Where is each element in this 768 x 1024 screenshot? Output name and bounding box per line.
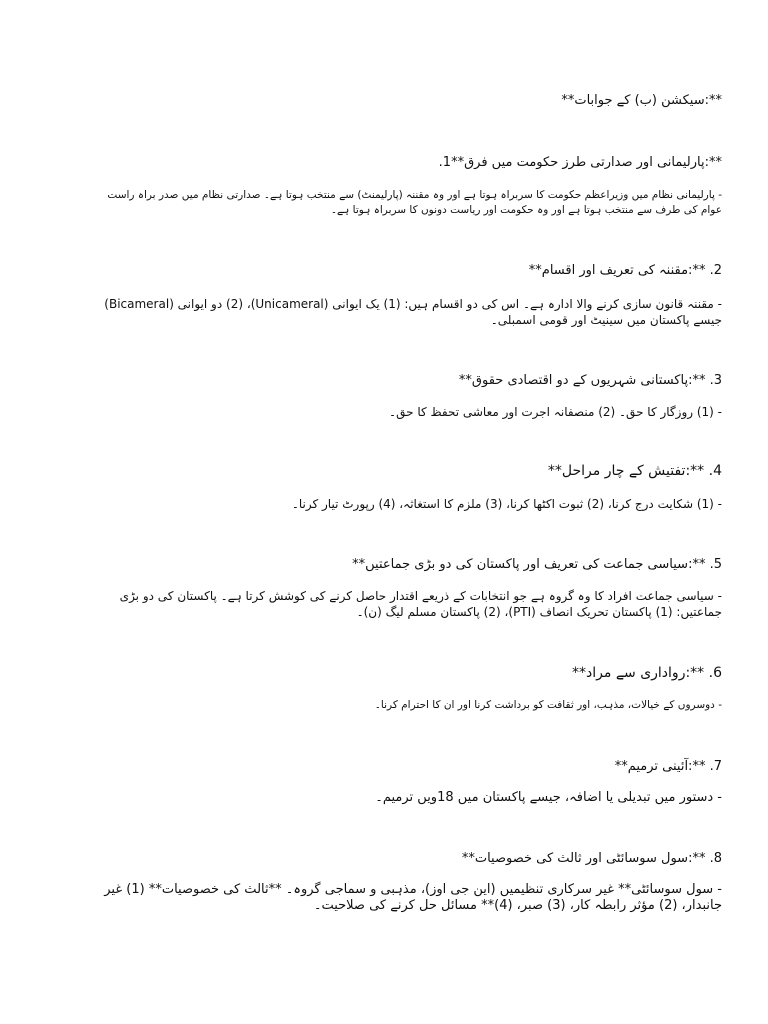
- item-6-heading: 6. **:رواداری سے مراد**: [572, 665, 722, 681]
- item-2-body: - مقننہ قانون سازی کرنے والا ادارہ ہے۔ اس کی دو اقسام ہیں: (1) یک ایوانی (Unicameral)، (2) دو ایوانی (Bicameral) جیسے پاکستان میں سینیٹ اور قومی اسمبلی۔: [104, 297, 722, 327]
- item-5-body: - سیاسی جماعت افراد کا وہ گروہ ہے جو انتخابات کے ذریعے اقتدار حاصل کرنے کی کوشش کرتا ہے۔ پاکستان کی دو بڑی جماعتیں: (1) پاکستان تحریک انصاف (PTI)، (2) پاکستان مسلم لیگ (ن)۔: [119, 589, 722, 619]
- item-7-body: - دستور میں تبدیلی یا اضافہ، جیسے پاکستان میں 18ویں ترمیم۔: [375, 790, 722, 805]
- document-page: [86, 0, 722, 1024]
- item-3-heading: 3. **:پاکستانی شہریوں کے دو اقتصادی حقوق**: [458, 373, 722, 388]
- item-2-heading: 2. **:مقننہ کی تعریف اور اقسام**: [528, 263, 722, 278]
- item-7-heading: 7. **:آئینی ترمیم**: [614, 759, 722, 774]
- item-1-body: - پارلیمانی نظام میں وزیراعظم حکومت کا سربراہ ہوتا ہے اور وہ مقننہ (پارلیمنٹ) سے منتخب ہوتا ہے۔ صدارتی نظام میں صدر براہ راست عوام کی طرف سے منتخب ہوتا ہے اور وہ حکومت اور ریاست دونوں کا سربراہ ہوتا ہے۔: [107, 189, 722, 216]
- item-1-heading: **:پارلیمانی اور صدارتی طرز حکومت میں فرق**1.: [438, 155, 722, 170]
- section-title: **:سیکشن (ب) کے جوابات**: [561, 93, 722, 108]
- item-8-body: - سول سوسائٹی** غیر سرکاری تنظیمیں (این جی اوز)، مذہبی و سماجی گروہ۔ **ثالث کی خصوصیات** (1) غیر جانبدار، (2) مؤثر رابطہ کار، (3) صبر، (4)** مسائل حل کرنے کی صلاحیت۔: [104, 882, 722, 913]
- item-4-heading: 4. **:تفتیش کے چار مراحل**: [547, 463, 722, 479]
- item-4-body: - (1) شکایت درج کرنا، (2) ثبوت اکٹھا کرنا، (3) ملزم کا استغاثہ، (4) رپورٹ تیار کرنا۔: [291, 497, 722, 511]
- item-5-heading: 5. **:سیاسی جماعت کی تعریف اور پاکستان کی دو بڑی جماعتیں**: [352, 557, 722, 572]
- item-3-body: - (1) روزگار کا حق۔ (2) منصفانہ اجرت اور معاشی تحفظ کا حق۔: [389, 405, 722, 419]
- item-8-heading: 8. **:سول سوسائٹی اور ثالث کی خصوصیات**: [461, 851, 722, 866]
- item-6-body: - دوسروں کے خیالات، مذہب، اور ثقافت کو برداشت کرنا اور ان کا احترام کرنا۔: [374, 699, 722, 711]
